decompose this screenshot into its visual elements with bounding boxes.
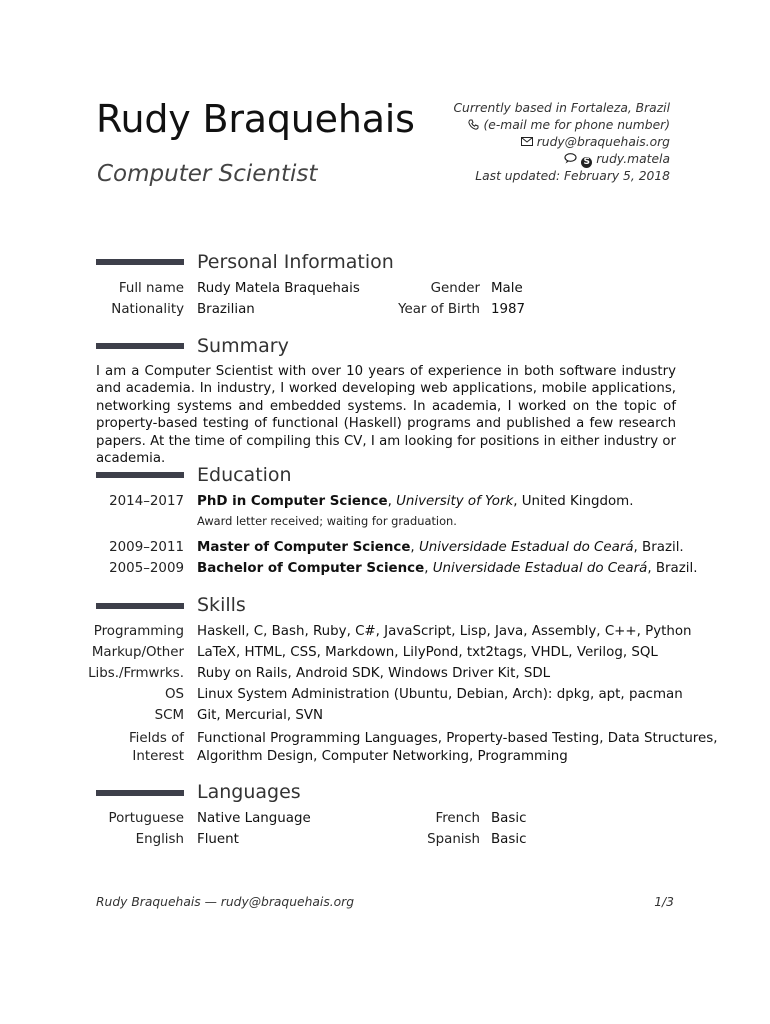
phone-line xyxy=(370,117,670,134)
section-personal-title: Personal Information xyxy=(197,251,394,273)
fullname-value: Rudy Matela Braquehais xyxy=(197,281,360,296)
place: United Kingdom. xyxy=(521,494,634,509)
education-entry: Bachelor of Computer Science, Universidade Estadual do Ceará, Brazil. xyxy=(197,561,698,576)
nationality-label: Nationality xyxy=(111,302,184,317)
language-level: Basic xyxy=(491,811,527,826)
degree: Master of Computer Science xyxy=(197,540,411,555)
chat-icon xyxy=(564,151,577,168)
school: Universidade Estadual do Ceará xyxy=(418,540,634,555)
skill-label: OS xyxy=(164,687,184,702)
section-skills-title: Skills xyxy=(197,594,246,616)
skill-value: Haskell, C, Bash, Ruby, C#, JavaScript, Lisp, Java, Assembly, C++, Python xyxy=(197,624,692,639)
degree: PhD in Computer Science xyxy=(197,494,388,509)
skill-value: Ruby on Rails, Android SDK, Windows Driver Kit, SDL xyxy=(197,666,551,681)
skill-value xyxy=(197,645,658,660)
skill-label: Fields of xyxy=(128,731,184,746)
skype-id[interactable]: rudy.matela xyxy=(596,152,670,166)
summary-text: I am a Computer Scientist with over 10 years of experience in both software industry and academia. In industry, I worked developing web applications, mobile applications, networking systems and embedded systems. In academia, I worked on the topic of property-based testing of functional (Haskell) programs and published a few research papers. At the time of compiling this CV, I am looking for positions in either industry or academia. xyxy=(96,364,676,467)
language-level: Native Language xyxy=(197,811,311,826)
place: Brazil. xyxy=(655,561,698,576)
phone-text: (e-mail me for phone number) xyxy=(483,118,670,132)
education-entry: PhD in Computer Science, University of York, United Kingdom. xyxy=(197,494,634,509)
phone-icon xyxy=(468,117,479,134)
section-languages-title: Languages xyxy=(197,781,301,803)
page-number: 1/3 xyxy=(654,895,674,909)
fullname-label: Full name xyxy=(118,281,184,296)
envelope-icon xyxy=(521,134,533,151)
email-link[interactable]: rudy@braquehais.org xyxy=(536,135,670,149)
birth-value: 1987 xyxy=(491,302,526,317)
section-summary-title: Summary xyxy=(197,335,289,357)
nationality-value: Brazilian xyxy=(197,302,255,317)
email-line[interactable] xyxy=(370,134,670,151)
section-bar xyxy=(96,790,184,796)
language-level: Basic xyxy=(491,832,527,847)
language-label: English xyxy=(135,832,184,847)
birth-label: Year of Birth xyxy=(398,302,480,317)
skill-value: Linux System Administration (Ubuntu, Debian, Arch): dpkg, apt, pacman xyxy=(197,687,683,702)
skill-label: Programming xyxy=(93,624,184,639)
latex-logo: LaTeX xyxy=(197,645,236,660)
section-bar xyxy=(96,259,184,265)
section-bar xyxy=(96,343,184,349)
skill-label: SCM xyxy=(154,708,184,723)
education-note: Award letter received; waiting for graduation. xyxy=(197,514,457,528)
gender-label: Gender xyxy=(430,281,480,296)
skype-icon: S xyxy=(581,157,592,168)
language-label: French xyxy=(435,811,480,826)
place: Brazil. xyxy=(642,540,684,555)
markup-rest: , HTML, CSS, Markdown, LilyPond, txt2tags, VHDL, Verilog, SQL xyxy=(235,645,658,660)
degree: Bachelor of Computer Science xyxy=(197,561,425,576)
cv-title: Computer Scientist xyxy=(97,161,318,187)
section-bar xyxy=(96,603,184,609)
last-updated: Last updated: February 5, 2018 xyxy=(475,169,670,183)
skill-label: Interest xyxy=(132,749,184,764)
school: University of York xyxy=(396,494,514,509)
skill-value: Functional Programming Languages, Property-based Testing, Data Structures, xyxy=(197,731,718,746)
gender-value: Male xyxy=(491,281,523,296)
education-entry: Master of Computer Science, Universidade Estadual do Ceará, Brazil. xyxy=(197,540,684,555)
section-education-title: Education xyxy=(197,464,292,486)
school: Universidade Estadual do Ceará xyxy=(432,561,648,576)
skill-value: Git, Mercurial, SVN xyxy=(197,708,324,723)
education-years: 2014–2017 xyxy=(109,494,184,509)
language-label: Spanish xyxy=(427,832,480,847)
skill-label: Markup/Other xyxy=(91,645,184,660)
location: Currently based in Fortaleza, Brazil xyxy=(453,101,670,115)
contact-block xyxy=(370,100,670,185)
skill-value: Algorithm Design, Computer Networking, Programming xyxy=(197,749,568,764)
education-years: 2009–2011 xyxy=(109,540,184,555)
footer-left: Rudy Braquehais — rudy@braquehais.org xyxy=(96,895,355,909)
cv-name: Rudy Braquehais xyxy=(96,97,415,141)
language-label: Portuguese xyxy=(108,811,184,826)
skype-line[interactable] xyxy=(370,151,670,168)
language-level: Fluent xyxy=(197,832,239,847)
skill-label: Libs./Frmwrks. xyxy=(88,666,184,681)
section-bar xyxy=(96,472,184,478)
education-years: 2005–2009 xyxy=(109,561,184,576)
